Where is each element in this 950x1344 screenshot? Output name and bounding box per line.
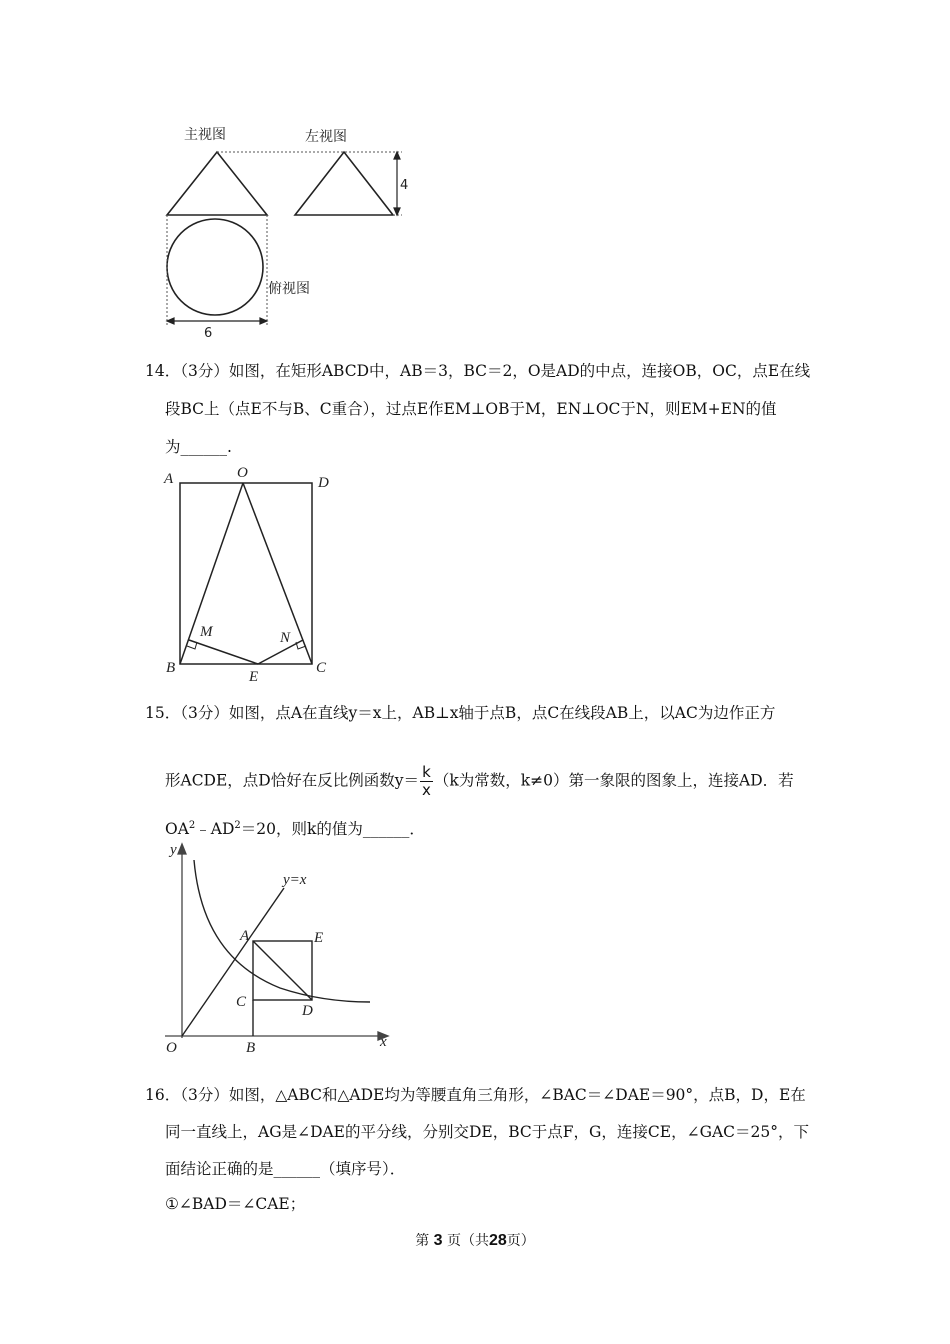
k-over-x-fraction — [420, 764, 433, 799]
width-label: 6 — [204, 326, 213, 341]
q14-line-1: 14．（3分）如图，在矩形ABCD中，AB＝3，BC＝2，O是AD的中点，连接OB，OC，点E在线 — [145, 362, 811, 380]
label-line: y=x — [283, 872, 307, 888]
page-footer — [0, 1230, 950, 1250]
label-n: N — [280, 630, 291, 646]
label-a-15: A — [240, 928, 250, 944]
q16-line-2: 同一直线上，AG是∠DAE的平分线，分别交DE，BC于点F，G，连接CE，∠GAC＝25°，下 — [165, 1123, 809, 1141]
label-x: x — [380, 1034, 387, 1050]
q15-line-2-start: 形ACDE，点D恰好在反比例函数y＝ — [165, 771, 419, 790]
label-o-15: O — [166, 1040, 177, 1056]
q15-line-2-end: （k为常数，k≠0）第一象限的图象上，连接AD．若 — [433, 771, 794, 790]
line-y-equals-x — [182, 888, 284, 1036]
footer-middle: 页（共 — [447, 1233, 489, 1249]
ad-term: ﹣AD — [195, 820, 235, 839]
height-label: 4 — [400, 178, 409, 193]
label-e-15: E — [314, 930, 324, 946]
label-y: y — [170, 842, 177, 858]
top-view-label: 俯视图 — [268, 281, 310, 297]
label-b: B — [166, 660, 176, 676]
front-view-label: 主视图 — [184, 127, 226, 143]
fraction-numerator: k — [420, 764, 433, 782]
q15-line-3 — [165, 816, 425, 839]
q15-line-3-end: ＝20，则k的值为______． — [240, 820, 425, 839]
label-o: O — [237, 465, 248, 481]
footer-suffix: 页） — [506, 1233, 535, 1249]
sup-1: 2 — [188, 820, 196, 831]
front-view-triangle — [167, 152, 267, 215]
three-views-figure — [150, 115, 430, 345]
label-m: M — [200, 624, 213, 640]
oa-term: OA — [165, 820, 189, 839]
label-b-15: B — [246, 1040, 256, 1056]
top-view-circle — [167, 219, 263, 315]
side-view-label: 左视图 — [305, 129, 347, 145]
q15-line-1: 15．（3分）如图，点A在直线y＝x上，AB⊥x轴于点B，点C在线段AB上，以AC为边作正方 — [145, 704, 776, 722]
side-view-triangle — [295, 152, 393, 215]
q16-option-1: ①∠BAD＝∠CAE； — [165, 1195, 306, 1213]
label-c: C — [316, 660, 327, 676]
label-a: A — [164, 471, 174, 487]
q14-line-3: 为______. — [165, 438, 232, 456]
page-number: 3 — [433, 1232, 443, 1249]
total-pages: 28 — [489, 1232, 507, 1249]
label-c-15: C — [236, 994, 247, 1010]
rectangle-figure — [160, 460, 340, 690]
label-d-15: D — [302, 1003, 313, 1019]
footer-prefix: 第 — [415, 1233, 430, 1249]
fraction-denominator: x — [421, 781, 431, 799]
q16-line-3: 面结论正确的是______（填序号）． — [165, 1160, 406, 1178]
label-d: D — [318, 475, 329, 491]
q15-line-2 — [165, 764, 794, 799]
label-e: E — [249, 669, 259, 685]
q14-line-2: 段BC上（点E不与B、C重合），过点E作EM⊥OB于M，EN⊥OC于N，则EM+EN的值 — [165, 400, 777, 418]
hyperbola-figure — [160, 838, 400, 1058]
sup-2: 2 — [234, 820, 241, 831]
q16-line-1: 16．（3分）如图，△ABC和△ADE均为等腰直角三角形，∠BAC＝∠DAE＝90°，点B，D，E在 — [145, 1086, 806, 1104]
